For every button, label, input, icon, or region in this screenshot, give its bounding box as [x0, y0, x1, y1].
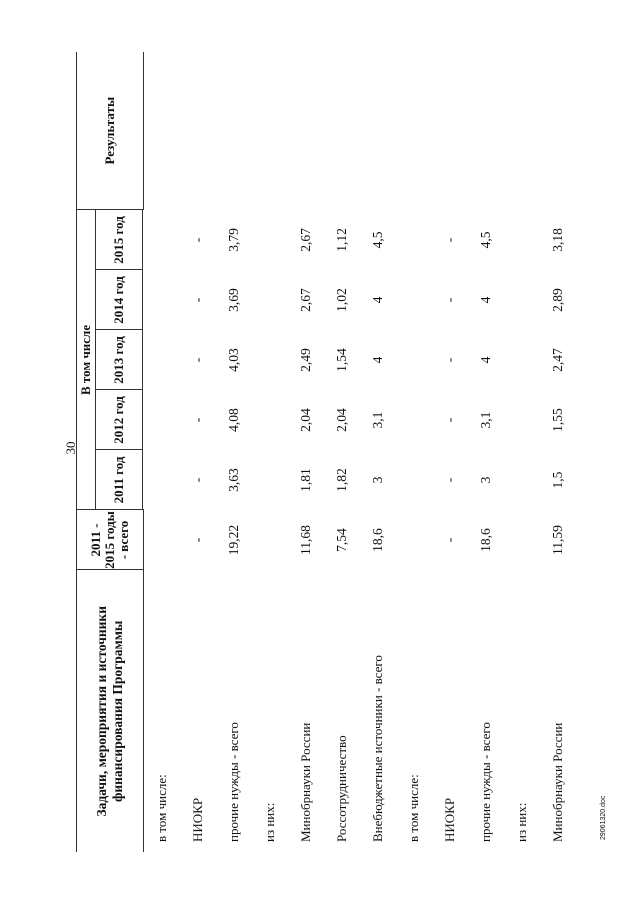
row-label: Россотрудничество	[333, 735, 349, 842]
row-year-value: 3,79	[225, 228, 241, 252]
row-year-value	[504, 450, 540, 510]
row-total-value	[504, 510, 540, 570]
row-year-value: -	[441, 417, 457, 423]
table-row	[288, 52, 324, 852]
row-total-value: 11,68	[297, 525, 313, 555]
row-year-value: 3,1	[369, 411, 385, 429]
row-year-value: -	[189, 297, 205, 303]
header-results: Результаты	[77, 52, 144, 210]
row-result	[180, 52, 216, 210]
row-year-value: 2,67	[297, 288, 313, 312]
row-total-value	[396, 510, 432, 570]
row-label: НИОКР	[441, 797, 457, 842]
row-year-value: 3,63	[225, 468, 241, 492]
row-year-value: 2,49	[297, 348, 313, 372]
row-year-value: 3	[477, 476, 493, 484]
row-label: в том числе:	[153, 774, 169, 842]
table-body	[143, 52, 576, 852]
row-year-value: 2,47	[549, 348, 565, 372]
table-row	[143, 52, 180, 852]
table-header	[77, 52, 144, 852]
row-year-value	[504, 330, 540, 390]
row-year-value	[143, 450, 180, 510]
row-result	[216, 52, 252, 210]
row-label: НИОКР	[189, 797, 205, 842]
budget-table-wrapper	[76, 52, 576, 852]
row-year-value: 4,5	[369, 231, 385, 249]
row-result	[396, 52, 432, 210]
row-label: прочие нужды - всего	[225, 722, 241, 842]
row-total-value: -	[441, 537, 457, 543]
row-year-value: 4,08	[225, 408, 241, 432]
row-result	[540, 52, 576, 210]
row-year-value	[252, 210, 288, 270]
row-label: Минобрнауки России	[549, 722, 565, 842]
row-year-value	[396, 210, 432, 270]
table-row	[468, 52, 504, 852]
row-result	[324, 52, 360, 210]
row-year-value: 2,89	[549, 288, 565, 312]
row-total-value: -	[189, 537, 205, 543]
row-year-value	[504, 210, 540, 270]
row-year-value: -	[189, 417, 205, 423]
row-result	[468, 52, 504, 210]
row-year-value: 2,67	[297, 228, 313, 252]
row-result	[288, 52, 324, 210]
budget-table	[76, 52, 576, 852]
table-row	[360, 52, 396, 852]
table-row	[180, 52, 216, 852]
row-result	[360, 52, 396, 210]
row-year-value: 1,82	[333, 468, 349, 492]
table-row	[252, 52, 288, 852]
header-total: 2011 - 2015 годы - всего	[77, 510, 144, 570]
row-year-value	[504, 270, 540, 330]
row-year-value	[252, 270, 288, 330]
row-label: из них:	[261, 802, 277, 842]
row-total-value	[252, 510, 288, 570]
row-total-value: 7,54	[333, 528, 349, 552]
header-year-2011: 2011 год	[96, 450, 143, 510]
row-year-value: 1,55	[549, 408, 565, 432]
row-total-value	[143, 510, 180, 570]
row-label: из них:	[513, 802, 529, 842]
row-result	[432, 52, 468, 210]
table-row	[432, 52, 468, 852]
row-year-value: 4	[369, 296, 385, 304]
row-year-value: 1,81	[297, 468, 313, 492]
header-year-2012: 2012 год	[96, 390, 143, 450]
row-year-value	[396, 270, 432, 330]
row-year-value: 3,69	[225, 288, 241, 312]
row-year-value: 1,54	[333, 348, 349, 372]
row-year-value	[396, 450, 432, 510]
row-year-value	[252, 390, 288, 450]
table-row	[396, 52, 432, 852]
row-year-value	[396, 390, 432, 450]
row-year-value	[252, 330, 288, 390]
row-year-value: 4,03	[225, 348, 241, 372]
row-year-value: 4	[477, 296, 493, 304]
row-label: прочие нужды - всего	[477, 722, 493, 842]
row-year-value: 4	[369, 356, 385, 364]
row-year-value: 2,04	[297, 408, 313, 432]
row-year-value: 1,12	[333, 228, 349, 252]
row-result	[504, 52, 540, 210]
page-number: 30	[63, 441, 78, 455]
row-year-value	[143, 330, 180, 390]
row-label: в том числе:	[405, 774, 421, 842]
row-label: Внебюджетные источники - всего	[369, 655, 385, 842]
header-year-2015: 2015 год	[96, 210, 143, 270]
row-result	[252, 52, 288, 210]
table-row	[324, 52, 360, 852]
row-year-value: 3,18	[549, 228, 565, 252]
row-year-value: 3	[369, 476, 385, 484]
row-total-value: 19,22	[225, 524, 241, 556]
row-year-value: -	[189, 477, 205, 483]
row-year-value: 4,5	[477, 231, 493, 249]
row-year-value	[504, 390, 540, 450]
row-total-value: 18,6	[369, 528, 385, 552]
row-year-value	[252, 450, 288, 510]
row-label: Минобрнауки России	[297, 722, 313, 842]
row-year-value	[143, 270, 180, 330]
row-year-value: -	[441, 237, 457, 243]
rotated-table-area	[76, 52, 576, 852]
header-year-2014: 2014 год	[96, 270, 143, 330]
row-year-value: -	[441, 477, 457, 483]
header-group: В том числе	[77, 210, 96, 510]
row-year-value	[143, 210, 180, 270]
header-year-2013: 2013 год	[96, 330, 143, 390]
row-year-value	[143, 390, 180, 450]
row-year-value: 2,04	[333, 408, 349, 432]
row-year-value: 1,5	[549, 471, 565, 489]
row-year-value: -	[441, 357, 457, 363]
footer-filename: 29061320.doc	[600, 795, 607, 840]
row-year-value: -	[189, 357, 205, 363]
row-year-value: -	[189, 237, 205, 243]
table-row	[540, 52, 576, 852]
table-row	[504, 52, 540, 852]
row-year-value	[396, 330, 432, 390]
row-result	[143, 52, 180, 210]
row-total-value: 11,59	[549, 525, 565, 555]
row-year-value: 1,02	[333, 288, 349, 312]
row-total-value: 18,6	[477, 528, 493, 552]
row-year-value: -	[441, 297, 457, 303]
row-year-value: 3,1	[477, 411, 493, 429]
row-year-value: 4	[477, 356, 493, 364]
table-row	[216, 52, 252, 852]
header-task: Задачи, мероприятия и источники финансирования Программы	[77, 570, 144, 852]
